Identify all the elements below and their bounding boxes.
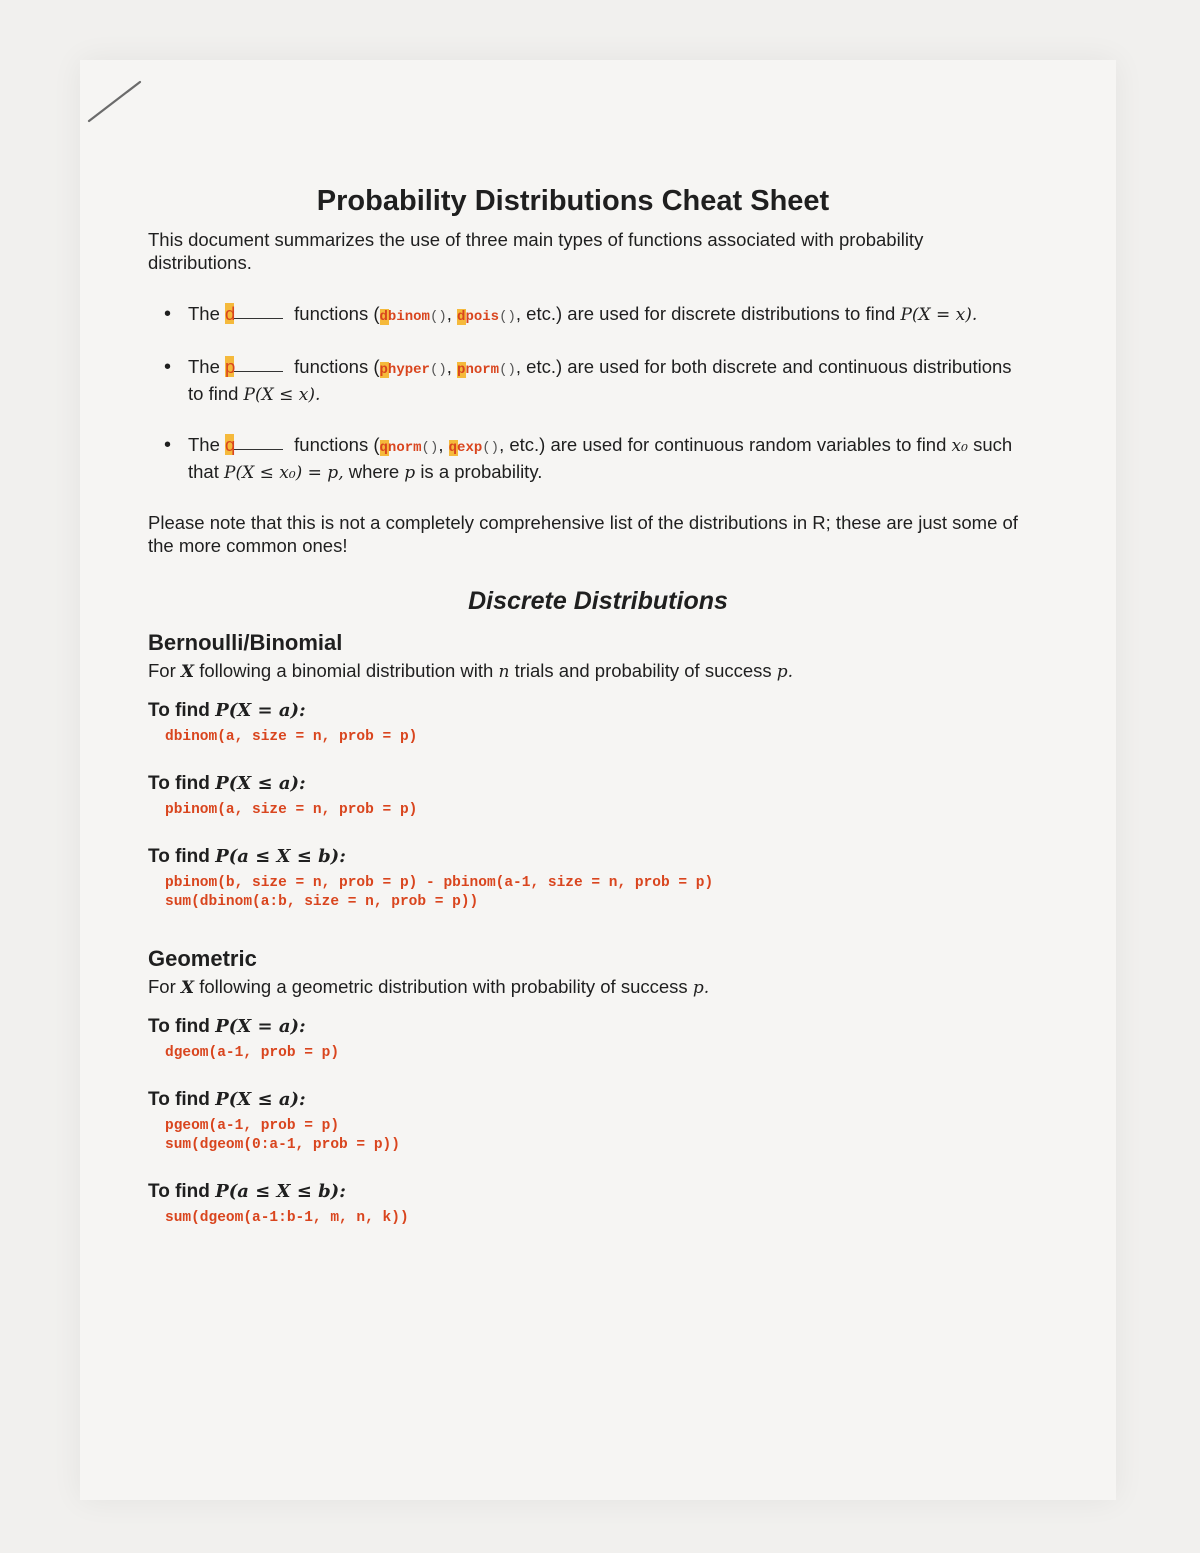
find-label: To find P(X = a):: [148, 1016, 306, 1037]
find-block: [148, 1016, 1028, 1063]
distribution-geometric: [148, 946, 1028, 1228]
code-line: dgeom(a-1, prob = p): [165, 1045, 340, 1061]
document-title: Probability Distributions Cheat Sheet: [316, 185, 830, 217]
math-expression: x₀: [951, 436, 968, 456]
find-block: [148, 773, 1028, 820]
code-line: sum(dgeom(0:a-1, prob = p)): [165, 1137, 400, 1153]
distribution-name: Bernoulli/Binomial: [148, 630, 343, 655]
document-content: [148, 185, 1028, 1254]
find-label: To find P(X ≤ a):: [148, 773, 306, 794]
function-name: qexp: [448, 440, 483, 456]
list-item: • The p functions (phyper(), pnorm(), etc.) are used for both discrete and continuous distributions to find P(X ≤ x).: [164, 355, 1028, 407]
code-line: dbinom(a, size = n, prob = p): [165, 729, 418, 745]
fill-blank: d: [225, 302, 283, 319]
fill-blank: p: [225, 355, 283, 372]
function-name: pnorm: [457, 362, 500, 378]
list-item: • The d functions (dbinom(), dpois(), etc.) are used for discrete distributions to find P(X = x).: [164, 302, 1028, 329]
math-expression: P(X ≤ x).: [243, 385, 321, 405]
function-name: qnorm: [379, 440, 422, 456]
find-block: [148, 1089, 1028, 1155]
distribution-description: For X following a geometric distribution with probability of success p.: [148, 976, 710, 998]
distribution-binomial: [148, 630, 1028, 912]
find-block: [148, 700, 1028, 747]
find-label: To find P(X = a):: [148, 700, 306, 721]
function-name: dpois: [457, 309, 500, 325]
math-expression: P(X = x).: [900, 305, 978, 325]
code-line: sum(dbinom(a:b, size = n, prob = p)): [165, 894, 479, 910]
code-line: pbinom(a, size = n, prob = p): [165, 802, 418, 818]
function-name: dbinom: [379, 309, 430, 325]
list-item: • The q functions (qnorm(), qexp(), etc.) are used for continuous random variables to find x₀ such that P(X ≤ x₀) = p, where p is a probability.: [164, 433, 1028, 485]
find-label: To find P(a ≤ X ≤ b):: [148, 846, 346, 867]
code-line: pbinom(b, size = n, prob = p) - pbinom(a-1, size = n, prob = p): [165, 875, 714, 891]
note-paragraph: Please note that this is not a completely comprehensive list of the distributions in R; these are just some of the more common ones!: [148, 512, 1018, 556]
distribution-name: Geometric: [148, 946, 257, 971]
find-block: [148, 846, 1028, 912]
math-expression: p: [404, 463, 416, 483]
fill-blank: q: [225, 433, 283, 450]
math-expression: P(X ≤ x₀) = p,: [224, 463, 344, 483]
distribution-description: For X following a binomial distribution with n trials and probability of success p.: [148, 660, 794, 682]
function-name: phyper: [379, 362, 430, 378]
intro-paragraph: This document summarizes the use of three main types of functions associated with probability distributions.: [148, 229, 924, 273]
section-title: Discrete Distributions: [468, 587, 728, 615]
find-label: To find P(X ≤ a):: [148, 1089, 306, 1110]
code-line: pgeom(a-1, prob = p): [165, 1118, 340, 1134]
find-block: [148, 1181, 1028, 1228]
find-label: To find P(a ≤ X ≤ b):: [148, 1181, 346, 1202]
function-types-list: [148, 302, 1028, 485]
code-line: sum(dgeom(a-1:b-1, m, n, k)): [165, 1210, 409, 1226]
pencil-stroke: [86, 78, 146, 126]
